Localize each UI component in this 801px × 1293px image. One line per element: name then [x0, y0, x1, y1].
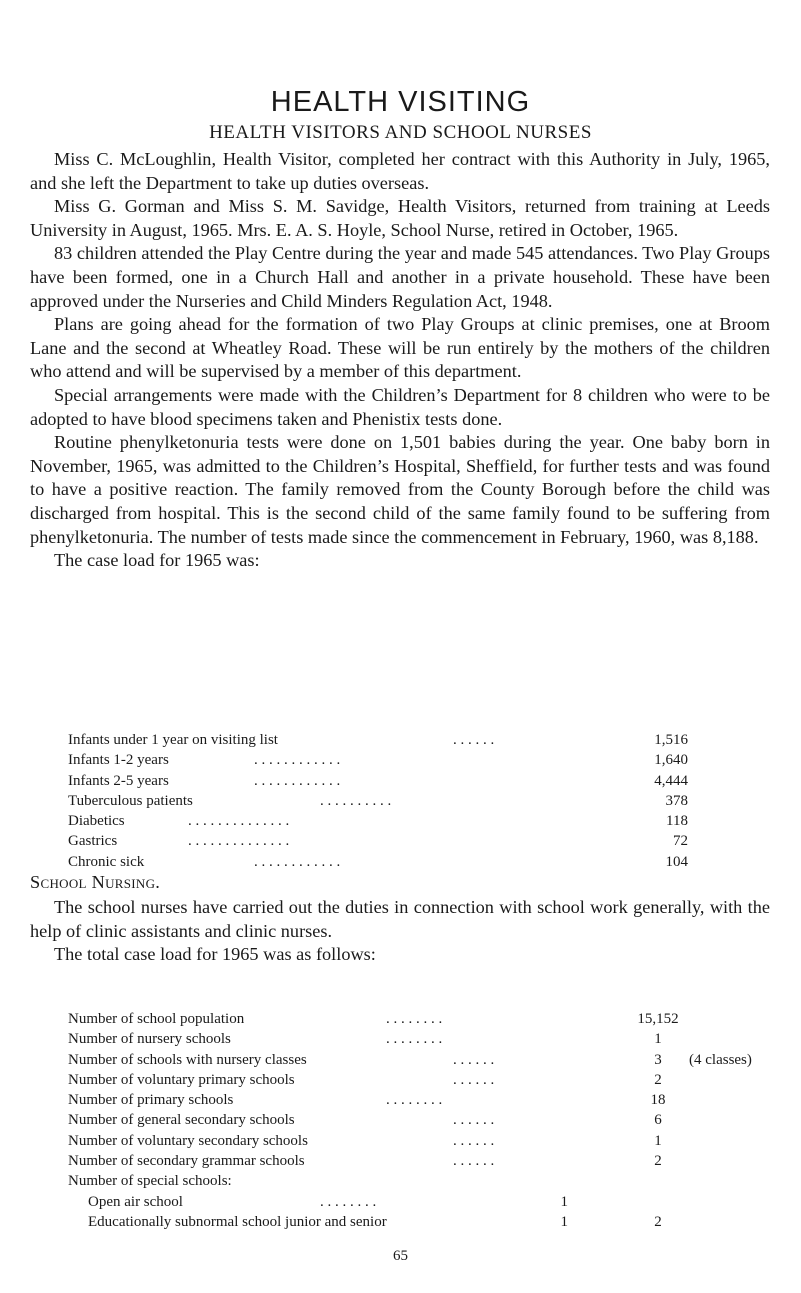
- special-schools-heading: Number of special schools:: [68, 1173, 232, 1190]
- row-value: 2: [654, 1071, 662, 1088]
- section-subtitle: HEALTH VISITORS AND SCHOOL NURSES: [209, 122, 592, 143]
- leader-dots: . . . . . . . . . . . .: [254, 772, 341, 789]
- table-row: [68, 1009, 778, 1029]
- row-value: 3: [654, 1051, 662, 1068]
- row-value: 1: [654, 1132, 662, 1149]
- health-visiting-caseload-table: [68, 730, 688, 872]
- row-label: Number of school population: [68, 1011, 245, 1027]
- table-row: [68, 730, 688, 750]
- leader-dots: . . . . . . . .: [386, 1092, 443, 1109]
- row-label: Tuberculous patients: [68, 792, 193, 809]
- row-label: Infants under 1 year on visiting list: [68, 732, 278, 748]
- row-value: 378: [665, 792, 688, 809]
- leader-dots: . . . . . . . . . . . . . .: [188, 833, 290, 850]
- caseload-intro: The total case load for 1965 was as follows:: [54, 944, 376, 965]
- body-text: [30, 148, 770, 573]
- row-label: Diabetics: [68, 813, 125, 830]
- leader-dots: . . . . . .: [453, 1071, 495, 1088]
- row-value: 104: [665, 853, 688, 870]
- row-subvalue: 1: [560, 1213, 568, 1230]
- row-value: 118: [666, 813, 688, 830]
- row-label: Open air school: [88, 1193, 183, 1210]
- table-row: [68, 831, 688, 851]
- table-row: [68, 1029, 778, 1049]
- leader-dots: . . . . . .: [453, 1112, 495, 1129]
- table-row: [68, 1151, 778, 1171]
- leader-dots: . . . . . .: [453, 1153, 495, 1170]
- row-label: Infants 2-5 years: [68, 772, 169, 789]
- leader-dots: . . . . . . . . . . . . . .: [188, 813, 290, 830]
- row-value: 2: [654, 1153, 662, 1170]
- paragraph: Plans are going ahead for the formation of two Play Groups at clinic premises, one at Broom Lane and the second at Wheatley Road. These will be run entirely by the mothers of the children who attend and will be supervised by a member of this department.: [30, 314, 770, 382]
- paragraph: Miss C. McLoughlin, Health Visitor, completed her contract with this Authority in July, 1965, and she left the Department to take up duties overseas.: [30, 149, 770, 193]
- row-label: Number of general secondary schools: [68, 1112, 295, 1129]
- row-value: 18: [650, 1092, 666, 1109]
- table-row: [68, 1131, 778, 1151]
- page-number: 65: [393, 1248, 408, 1264]
- row-label: Number of voluntary primary schools: [68, 1071, 295, 1088]
- table-row: [68, 1212, 778, 1232]
- row-label: Educationally subnormal school junior and senior: [88, 1213, 387, 1230]
- leader-dots: . . . . . .: [453, 732, 495, 748]
- table-row: [68, 1050, 778, 1070]
- leader-dots: . . . . . . . . . .: [320, 792, 392, 809]
- row-label: Number of schools with nursery classes: [68, 1051, 307, 1068]
- row-value: 1,516: [654, 732, 688, 748]
- leader-dots: . . . . . .: [453, 1051, 495, 1068]
- table-row: [68, 750, 688, 770]
- row-value: 1,640: [654, 752, 688, 769]
- row-label: Chronic sick: [68, 853, 145, 870]
- paragraph: 83 children attended the Play Centre during the year and made 545 attendances. Two Play Groups have been formed, one in a Church Hall and another in a private household. These have been approved under the Nurseries and Child Minders Regulation Act, 1948.: [30, 243, 770, 311]
- caseload-intro: The case load for 1965 was:: [54, 550, 260, 571]
- leader-dots: . . . . . . . . . . . .: [254, 853, 341, 870]
- row-value: 1: [654, 1031, 662, 1048]
- row-label: Number of primary schools: [68, 1092, 234, 1109]
- page-title: HEALTH VISITING: [270, 86, 531, 118]
- row-value: 2: [654, 1213, 662, 1230]
- paragraph: The school nurses have carried out the duties in connection with school work generally, with the help of clinic assistants and clinic nurses.: [30, 897, 770, 941]
- row-label: Number of voluntary secondary schools: [68, 1132, 308, 1149]
- row-label: Number of secondary grammar schools: [68, 1153, 305, 1170]
- table-row: [68, 771, 688, 791]
- table-row: [68, 1192, 778, 1212]
- row-value: 4,444: [654, 772, 688, 789]
- leader-dots: . . . . . . . . . . . .: [254, 752, 341, 769]
- school-nursing-text: [30, 896, 770, 967]
- row-value: 15,152: [637, 1011, 679, 1027]
- row-label: Gastrics: [68, 833, 118, 850]
- table-row: [68, 852, 688, 872]
- row-value: 6: [654, 1112, 662, 1129]
- paragraph: Miss G. Gorman and Miss S. M. Savidge, Health Visitors, returned from training at Leeds University in August, 1965. Mrs. E. A. S. Hoyle, School Nurse, retired in October, 1965.: [30, 196, 770, 240]
- paragraph: Routine phenylketonuria tests were done on 1,501 babies during the year. One baby born in November, 1965, was admitted to the Children’s Hospital, Sheffield, for further tests and was found to have a positive reaction. The family removed from the County Borough before the child was discharged from hospital. This is the second child of the same family found to be suffering from phenylketonuria. The number of tests made since the commencement in February, 1960, was 8,188.: [30, 432, 770, 547]
- leader-dots: . . . . . .: [453, 1132, 495, 1149]
- row-value: 72: [673, 833, 688, 850]
- paragraph: Special arrangements were made with the Children’s Department for 8 children who were to be adopted to have blood specimens taken and Phenistix tests done.: [30, 384, 770, 429]
- school-nursing-caseload-table: [68, 1009, 778, 1232]
- table-row: [68, 1110, 778, 1130]
- table-row: [68, 1090, 778, 1110]
- table-row: [68, 1070, 778, 1090]
- row-subvalue: 1: [560, 1193, 568, 1210]
- leader-dots: . . . . . . . .: [320, 1193, 377, 1210]
- special-schools-heading-row: [68, 1171, 778, 1191]
- row-note: (4 classes): [689, 1051, 752, 1068]
- leader-dots: . . . . . . . .: [386, 1011, 443, 1027]
- school-nursing-heading: School Nursing.: [30, 872, 161, 892]
- row-label: Infants 1-2 years: [68, 752, 169, 769]
- row-label: Number of nursery schools: [68, 1031, 231, 1048]
- table-row: [68, 791, 688, 811]
- table-row: [68, 811, 688, 831]
- leader-dots: . . . . . . . .: [386, 1031, 443, 1048]
